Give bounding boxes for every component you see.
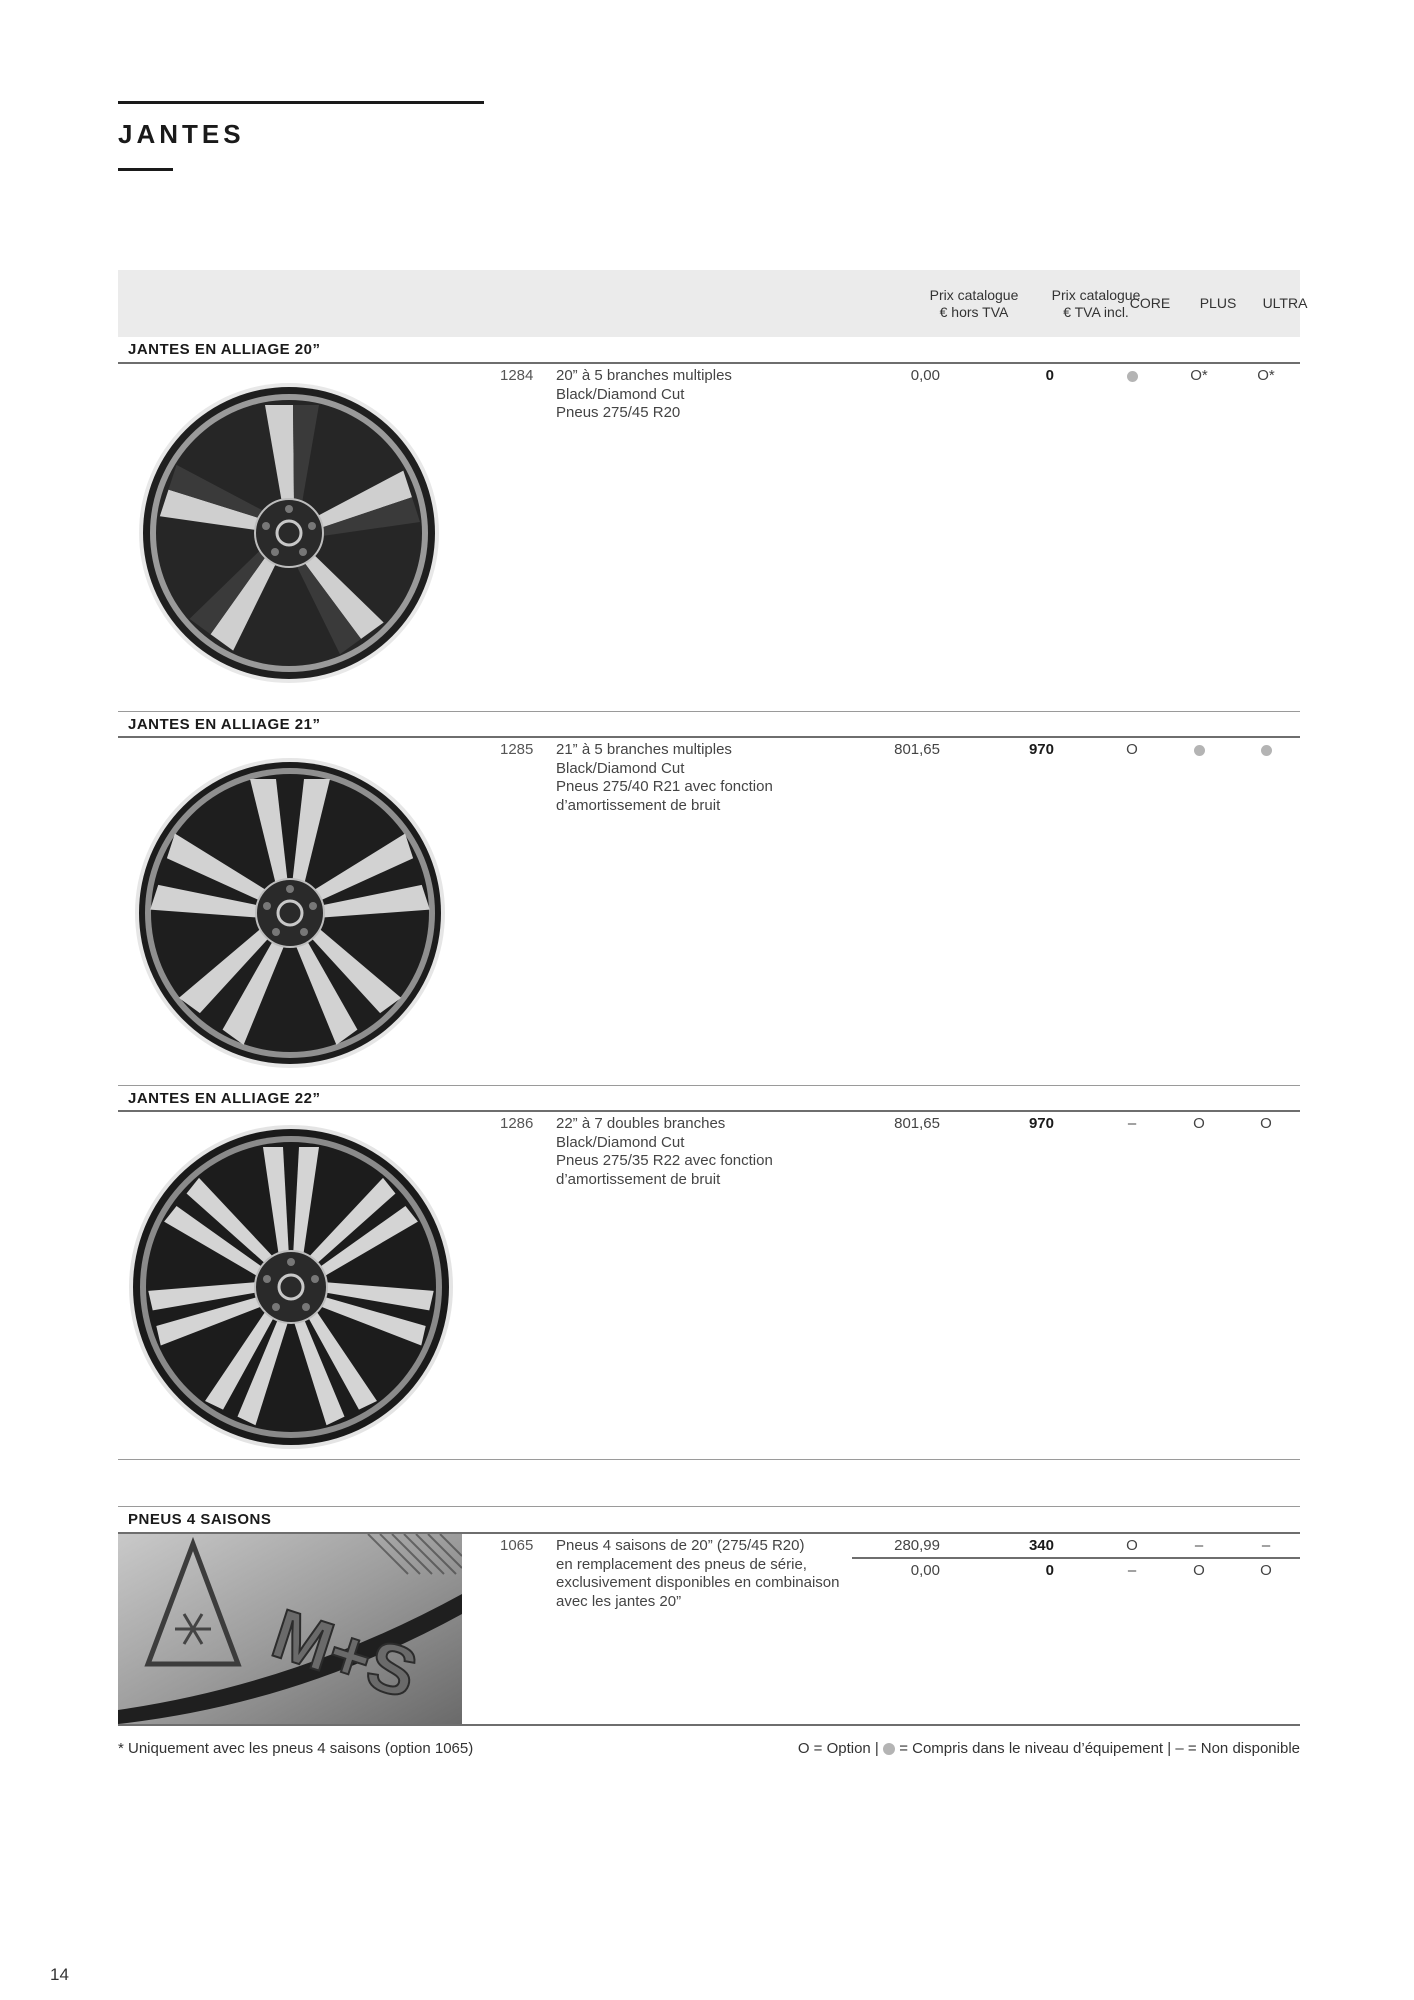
price-incl: 0 <box>1045 367 1054 384</box>
price-incl: 970 <box>1028 741 1054 758</box>
price-incl: 970 <box>1028 1115 1054 1132</box>
description-line: d’amortissement de bruit <box>556 1170 721 1188</box>
section-rule <box>118 362 1300 364</box>
description-line: 20” à 5 branches multiples <box>556 367 732 384</box>
price-excl: 801,65 <box>894 1115 940 1132</box>
header-price-incl-line2: € TVA incl. <box>1063 304 1129 320</box>
plus-availability: – <box>1194 1537 1204 1554</box>
option-code: 1285 <box>500 741 534 758</box>
mud-snow-marking: M+S <box>263 1594 427 1714</box>
section-rule <box>118 1110 1300 1112</box>
header-price-excl-line1: Prix catalogue <box>929 287 1019 303</box>
core-availability: – <box>1127 1115 1137 1132</box>
table-bottom-rule <box>118 1724 1300 1726</box>
tire-sidewall-image <box>118 1534 462 1724</box>
sub-row-rule <box>852 1557 1300 1559</box>
core-availability <box>1112 367 1152 384</box>
header-ultra: ULTRA <box>1262 295 1308 311</box>
ultra-availability: O* <box>1257 367 1275 384</box>
included-dot-icon <box>883 1743 895 1755</box>
plus-availability <box>1179 741 1219 758</box>
plus-availability: O <box>1193 1115 1205 1132</box>
included-dot-icon <box>1261 745 1272 756</box>
header-price-incl-line1: Prix catalogue <box>1051 287 1141 303</box>
option-description <box>556 741 773 815</box>
description-line: en remplacement des pneus de série, <box>556 1555 807 1573</box>
plus-availability: O <box>1193 1562 1205 1579</box>
section-divider <box>118 1459 1300 1460</box>
description-line: Pneus 4 saisons de 20” (275/45 R20) <box>556 1537 805 1554</box>
included-dot-icon <box>1127 371 1138 382</box>
price-excl: 0,00 <box>910 1562 940 1579</box>
option-code: 1284 <box>500 367 534 384</box>
header-price-excl <box>914 287 1034 321</box>
ultra-availability <box>1246 741 1286 758</box>
ultra-availability: O <box>1260 1562 1272 1579</box>
option-description <box>556 367 732 423</box>
description-line: d’amortissement de bruit <box>556 796 721 814</box>
description-line: 22” à 7 doubles branches <box>556 1115 726 1132</box>
wheel-22-image <box>126 1122 456 1452</box>
option-code: 1065 <box>500 1537 534 1554</box>
section-label: PNEUS 4 SAISONS <box>128 1511 272 1528</box>
description-line: Pneus 275/35 R22 avec fonction <box>556 1152 773 1169</box>
ultra-availability: – <box>1261 1537 1271 1554</box>
ultra-availability: O <box>1260 1115 1272 1132</box>
legend <box>798 1740 1300 1757</box>
legend-option: O = Option | <box>797 1740 879 1757</box>
plus-availability: O* <box>1190 367 1208 384</box>
title-rule-bottom <box>118 168 173 171</box>
title-rule-top <box>118 101 484 104</box>
header-plus: PLUS <box>1199 295 1237 311</box>
header-core: CORE <box>1129 295 1171 311</box>
header-price-excl-line2: € hors TVA <box>939 304 1009 320</box>
description-line: avec les jantes 20” <box>556 1592 682 1610</box>
legend-included: = Compris dans le niveau d’équipement | – = Non disponible <box>899 1740 1300 1757</box>
page-number: 14 <box>50 1965 69 1984</box>
section-divider <box>118 711 1300 712</box>
option-description <box>556 1537 840 1611</box>
option-code: 1286 <box>500 1115 534 1132</box>
price-excl: 280,99 <box>894 1537 940 1554</box>
price-incl: 340 <box>1028 1537 1054 1554</box>
section-label: JANTES EN ALLIAGE 21” <box>128 716 321 733</box>
description-line: Black/Diamond Cut <box>556 759 685 777</box>
section-label: JANTES EN ALLIAGE 22” <box>128 1090 321 1107</box>
section-rule <box>118 736 1300 738</box>
price-excl: 0,00 <box>910 367 940 384</box>
core-availability: – <box>1127 1562 1137 1579</box>
price-excl: 801,65 <box>894 741 940 758</box>
section-divider <box>118 1506 1300 1507</box>
option-description <box>556 1115 773 1189</box>
wheel-20-image <box>134 378 444 688</box>
description-line: Black/Diamond Cut <box>556 385 685 403</box>
included-dot-icon <box>1194 745 1205 756</box>
description-line: Pneus 275/40 R21 avec fonction <box>556 778 773 795</box>
core-availability: O <box>1126 1537 1138 1554</box>
description-line: exclusivement disponibles en combinaison <box>556 1574 840 1591</box>
footnote: * Uniquement avec les pneus 4 saisons (option 1065) <box>118 1740 474 1757</box>
price-incl: 0 <box>1045 1562 1054 1579</box>
description-line: Black/Diamond Cut <box>556 1133 685 1151</box>
description-line: Pneus 275/45 R20 <box>556 404 681 421</box>
section-divider <box>118 1085 1300 1086</box>
section-label: JANTES EN ALLIAGE 20” <box>128 341 321 358</box>
core-availability: O <box>1126 741 1138 758</box>
description-line: 21” à 5 branches multiples <box>556 741 732 758</box>
table-header <box>118 270 1308 337</box>
wheel-21-image <box>132 755 448 1071</box>
page-title: JANTES <box>118 119 245 149</box>
